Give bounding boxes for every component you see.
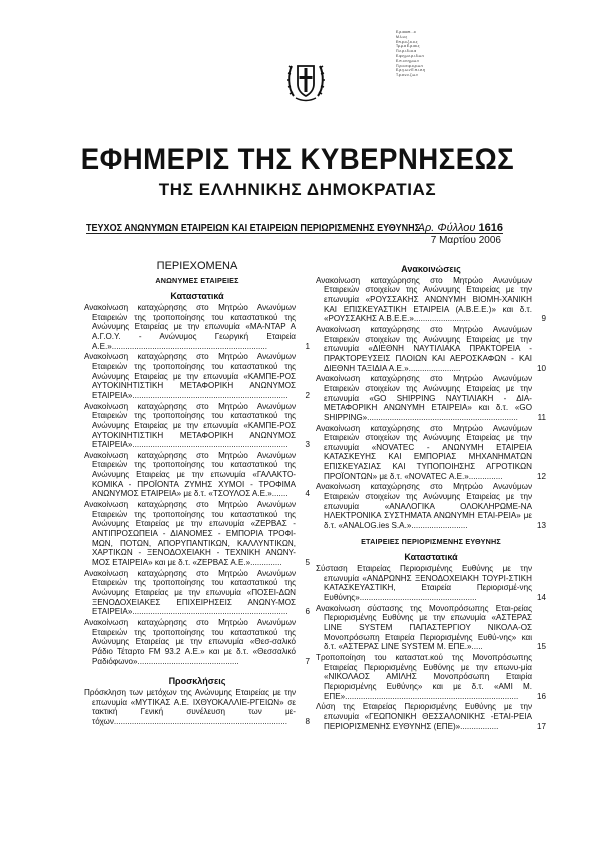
toc-entry-text: Σύσταση Εταιρείας Περιορισμένης Ευθύνης με την επωνυμία «ΑΝΔΡΩΝΗΣ ΞΕΝΟΔΟΧΕΙΑΚΗ ΤΟΥΡΙ-ΣΤΙΚΗ ΚΑΤΑΣΚΕΥΑΣΤΙΚΗ, Εταιρεία Περιορισμέ-νης Ευθύνης»....................................................: [316, 564, 532, 602]
category-heading: Προσκλήσεις: [168, 676, 226, 687]
toc-entry[interactable]: [316, 564, 546, 603]
toc-entry-text: Ανακοίνωση καταχώρησης στο Μητρώο Ανωνύμων Εταιρειών στοιχείων της Ανώνυμης Εταιρείας με την επωνυμία «NOVATEC - ΑΝΩΝΥΜΗ ΕΤΑΙΡΕΙΑ ΚΑΤΑΣΚΕΥΗΣ ΚΑΙ ΕΜΠΟΡΙΑΣ ΜΗΧΑΝΗΜΑΤΩΝ ΕΠΙΣΚΕΥΑΣΙΑΣ ΚΑΙ ΤΥΠΟΠΟΙΗΣΗΣ ΑΓΡΟΤΙΚΩΝ ΠΡΟΪΟΝΤΩΝ» με δ.τ. «NOVATEC Α.Ε.»...............: [316, 423, 532, 481]
toc-page-number: 1: [305, 341, 310, 351]
toc-page-number: 17: [536, 721, 546, 731]
toc-entry-text: Ανακοίνωση καταχώρησης στο Μητρώο Ανωνύμων Εταιρειών της τροποποίησης του καταστατικού της Ανώνυμης Εταιρείας με την επωνυμία «ΜΑ-ΝΤΑΡ Α Α.Γ.Ο.Υ. - Ανώνυμος Γεωργική Εταιρεία Α.Ε.».....................................................................: [84, 302, 296, 351]
toc-page-number: 9: [541, 314, 546, 324]
gazette-subtitle: ΤΗΣ ΕΛΛΗΝΙΚΗΣ ΔΗΜΟΚΡΑΤΙΑΣ: [158, 180, 437, 199]
category-heading: Καταστατικά: [404, 552, 458, 563]
sheet-number: 1616: [478, 222, 503, 234]
issue-series: ΤΕΥΧΟΣ ΑΝΩΝΥΜΩΝ ΕΤΑΙΡΕΙΩΝ ΚΑΙ ΕΤΑΙΡΕΙΩΝ ΠΕΡΙΩΡΙΣΜΕΝΗΣ ΕΥΘΥΝΗΣ: [86, 222, 421, 234]
stamp-line: Μ.λ.υ.ς: [396, 34, 408, 39]
toc-entry[interactable]: [316, 276, 546, 324]
toc-entry-text: Ανακοίνωση καταχώρησης στο Μητρώο Ανωνύμων Εταιρειών της τροποποίησης του καταστατικού της Ανώνυμης Εταιρείας με την επωνυμία «ΖΕΡΒΑΣ - ΑΝΤΙΠΡΟΣΩΠΕΙΑ - ΔΙΑΝΟΜΕΣ - ΕΜΠΟΡΙΑ ΤΡΟΦΙ-ΜΩΝ, ΠΟΤΩΝ, ΑΠΟΡΥΠΑΝΤΙΚΩΝ, ΚΑΛΛΥΝΤΙΚΩΝ, ΧΑΡΤΙΚΩΝ - ΞΕΝΟΔΟΧΕΙΑΚΗ - ΤΕΧΝΙΚΗ ΑΝΩΝΥ-ΜΟΣ ΕΤΑΙΡΕΙΑ» και με δ.τ. «ΖΕΡΒΑΣ Α.Ε.»..............: [84, 500, 296, 568]
toc-entry-text: Ανακοίνωση σύστασης της Μονοπρόσωπης Εται-ρείας Περιορισμένης Ευθύνης με την επωνυμία «ΑΣΤΕΡΑΣ LINE SYSTEM ΠΑΠΑΣΤΕΡΓΙΟΥ ΝΙΚΟΛΑ-ΟΣ Μονοπρόσωπη Εταιρεία Περιορισμένης Ευθύ-νης» και δ.τ. «ΑΣΤΕΡΑΣ LINE SYSTEM Μ. ΕΠΕ.».....: [316, 603, 532, 652]
library-stamp: [396, 30, 456, 78]
toc-entry[interactable]: [316, 424, 546, 482]
stamp-line: Ε.π.ι.σ.η.μ.ω.ν: [396, 58, 419, 63]
toc-entry[interactable]: [84, 618, 310, 666]
contents-heading: ΠΕΡΙΕΧΟΜΕΝΑ: [156, 260, 238, 272]
toc-entry-text: Ανακοίνωση καταχώρησης στο Μητρώο Ανωνύμων Εταιρειών της τροποποίησης του καταστατικού της Ανώνυμης Εταιρείας με την επωνυμία «Θεσ-σαλικό Ράδιο Τέταρτο FM 93.2 Α.Ε.» και με δ.τ. «Θεσσαλικό Ραδιόφωνο».............................................: [84, 617, 296, 666]
toc-entry[interactable]: [84, 402, 310, 450]
toc-entry-text: Ανακοίνωση καταχώρησης στο Μητρώο Ανωνύμων Εταιρειών της τροποποίησης του καταστατικού της Ανώνυμης Εταιρείας με την επωνυμία «ΚΑΜΠΕ-ΡΟΣ ΑΥΤΟΚΙΝΗΤΙΣΤΙΚΗ ΜΕΤΑΦΟΡΙΚΗ ΑΝΩΝΥΜΟΣ ΕΤΑΙΡΕΙΑ».....................................................................: [84, 401, 296, 450]
toc-page-number: 11: [537, 412, 546, 422]
toc-entry-text: Ανακοίνωση καταχώρησης στο Μητρώο Ανωνύμων Εταιρειών στοιχείων της Ανώνυμης Εταιρείας με την επωνυμία «ΑΝΑΛΟΓΙΚΑ ΟΛΟΚΛΗΡΩΜΕ-ΝΑ ΗΛΕΚΤΡΟΝΙΚΑ ΣΥΣΤΗΜΑΤΑ ΑΝΩΝΥΜΗ ΕΤΑΙ-ΡΕΙΑ» με δ.τ. «ANALOG.ies S.A.».........................: [316, 482, 532, 531]
toc-page-number: 3: [305, 440, 310, 450]
toc-page-number: 7: [305, 656, 310, 666]
toc-entry[interactable]: [84, 451, 310, 499]
stamp-line: Π.ρ.ο.σ.φ.ο.ρ.ω.ν: [396, 63, 424, 68]
toc-entry[interactable]: [84, 303, 310, 351]
toc-entry[interactable]: [84, 352, 310, 400]
toc-page-number: 2: [305, 390, 310, 400]
greek-coat-of-arms-icon: [286, 56, 326, 104]
toc-page-number: 14: [536, 593, 546, 602]
toc-page-number: 8: [305, 716, 310, 726]
section-heading: ΕΤΑΙΡΕΙΕΣ ΠΕΡΙΟΡΙΣΜΕΝΗΣ ΕΥΘΥΝΗΣ: [361, 536, 501, 546]
toc-entry-text: Ανακοίνωση καταχώρησης στο Μητρώο Ανωνύμων Εταιρειών στοιχείων της Ανώνυμης Εταιρείας με την επωνυμία «ΡΟΥΣΣΑΚΗΣ ΑΝΩΝΥΜΗ ΒΙΟΜΗ-ΧΑΝΙΚΗ ΚΑΙ ΕΠΙΣΚΕΥΑΣΤΙΚΗ ΕΤΑΙΡΕΙΑ (Α.Β.Ε.Ε.)» και δ.τ. «ΡΟΥΣΣΑΚΗΣ Α.Β.Ε.Ε.».........................: [316, 275, 532, 324]
toc-entry[interactable]: [316, 702, 546, 731]
contents-left-column: [84, 262, 310, 728]
toc-page-number: 5: [305, 558, 310, 568]
gazette-title: ΕΦΗΜΕΡΙΣ ΤΗΣ ΚΥΒΕΡΝΗΣΕΩΣ: [80, 143, 515, 176]
category-heading: Καταστατικά: [170, 291, 224, 302]
toc-page-number: 15: [536, 642, 546, 652]
toc-entry[interactable]: [316, 653, 546, 701]
toc-entry-text: Λύση της Εταιρείας Περιορισμένης Ευθύνης με την επωνυμία «ΓΕΩΠΟΝΙΚΗ ΘΕΣΣΑΛΟΝΙΚΗΣ -ΕΤΑΙ-ΡΕΙΑ ΠΕΡΙΟΡΙΣΜΕΝΗΣ ΕΥΘΥΝΗΣ (ΕΠΕ)».................: [316, 702, 532, 731]
toc-page-number: 16: [536, 691, 546, 701]
toc-entry-text: Ανακοίνωση καταχώρησης στο Μητρώο Ανωνύμων Εταιρειών της τροποποίησης του καταστατικού της Ανώνυμης Εταιρείας με την επωνυμία «ΚΑΜΠΕ-ΡΟΣ ΑΥΤΟΚΙΝΗΤΙΣΤΙΚΗ ΜΕΤΑΦΟΡΙΚΗ ΑΝΩΝΥΜΟΣ ΕΤΑΙΡΕΙΑ».....................................................................: [84, 352, 296, 400]
toc-entry-text: Ανακοίνωση καταχώρησης στο Μητρώο Ανωνύμων Εταιρειών της τροποποίησης του καταστατικού της Ανώνυμης Εταιρείας με την επωνυμία «ΓΑΛΑΚΤΟ-ΚΟΜΙΚΑ - ΠΡΟΪΟΝΤΑ ΖΥΜΗΣ ΧΥΜΟΙ - ΤΡΟΦΙΜΑ ΑΝΩΝΥΜΟΣ ΕΤΑΙΡΕΙΑ» με δ.τ. «ΤΣΟΥΛΟΣ Α.Ε.».......: [84, 450, 296, 499]
issue-date: 7 Μαρτίου 2006: [430, 235, 501, 246]
stamp-line: Π.ε.ρ.ι.δ.ι.κ.α: [396, 49, 417, 54]
toc-entry-text: Ανακοίνωση καταχώρησης στο Μητρώο Ανωνύμων Εταιρειών της τροποποίησης του καταστατικού της Ανώνυμης Εταιρείας με την επωνυμία «ΠΟΣΕΙ-ΔΩΝ ΞΕΝΟΔΟΧΕΙΑΚΕΣ ΕΠΙΧΕΙΡΗΣΕΙΣ ΑΝΩΝΥ-ΜΟΣ ΕΤΑΙΡΕΙΑ».....................................................................: [84, 568, 296, 617]
section-heading: ΑΝΩΝΥΜΕΣ ΕΤΑΙΡΕΙΕΣ: [155, 275, 239, 285]
toc-entry[interactable]: [316, 604, 546, 652]
toc-page-number: 12: [536, 471, 546, 481]
toc-entry[interactable]: [84, 569, 310, 617]
stamp-line: Ε.ρ.γ.ω.ν Ε.π.ι.σ.η: [396, 68, 425, 73]
toc-page-number: 10: [536, 363, 546, 373]
stamp-line: Τμ.μ.α Ε.ρ.οκ.ς: [396, 44, 420, 49]
toc-entry-text: Πρόσκληση των μετόχων της Ανώνυμης Εταιρείας με την επωνυμία «ΜΥΤΙΚΑΣ Α.Ε. ΙΧΘΥΟΚΑΛΛΙΕ-ΡΓΕΙΩΝ» σε τακτική Γενική συνέλευση των με-τόχων.............................................................................: [84, 687, 296, 726]
toc-entry-text: Ανακοίνωση καταχώρησης στο Μητρώο Ανωνύμων Εταιρειών στοιχείων της Ανώνυμης Εταιρείας με την επωνυμία «GO SHIPPING ΝΑΥΤΙΛΙΑΚΗ - ΔΙΑ-ΜΕΤΑΦΟΡΙΚΗ ΑΝΩΝΥΜΗ ΕΤΑΙΡΕΙΑ» και δ.τ. «GO SHIPPING»...................................................................: [316, 374, 532, 422]
stamp-line: Ε.ρ.οκοπ…ο: [396, 30, 416, 34]
toc-entry[interactable]: [84, 688, 310, 727]
toc-entry-text: Τροποποίηση του καταστατ.κού της Μονοπρόσωπης Εταιρείας Περιορισμένης Ευθύνης με την επωνυ-μία «ΝΙΚΟΛΑΟΣ ΑΜΙΛΗΣ Μονοπρόσωπη Εταιρία Περιορισμένης Ευθύνης» και με δ.τ. «ΑΜΙ Μ. ΕΠΕ».............................................................................: [316, 652, 532, 701]
category-heading: Ανακοινώσεις: [401, 264, 461, 274]
stamp-line: Τ.ρ.α.ν.ε.ζ.ω.ν: [396, 73, 418, 78]
contents-right-column: [316, 265, 546, 732]
toc-page-number: 13: [536, 521, 546, 531]
stamp-line: Ε.φ.η.μ.ε.ρ.ι.δ.ω.ν: [396, 53, 425, 58]
toc-entry[interactable]: [84, 500, 310, 568]
toc-entry[interactable]: [316, 482, 546, 530]
toc-entry[interactable]: [316, 374, 546, 422]
toc-page-number: 4: [305, 489, 310, 499]
toc-page-number: 6: [305, 607, 310, 617]
stamp-line: Επ.ρ.ο.ζ.κ.ο.ς: [396, 39, 418, 44]
header-rule: [86, 233, 503, 234]
toc-entry-text: Ανακοίνωση καταχώρησης στο Μητρώο Ανωνύμων Εταιρειών στοιχείων της Ανώνυμης Εταιρείας με την επωνυμία «ΔΙΕΘΝΗ ΝΑΥΤΙΛΙΑΚΑ ΠΡΑΚΤΟΡΕΙΑ - ΠΡΑΚΤΟΡΕΥΣΕΙΣ ΠΛΟΙΩΝ ΚΑΙ ΑΕΡΟΣΚΑΦΩΝ - ΚΑΙ ΔΙΕΘΝΗ ΤΑΞΙΔΙΑ Α.Ε.».......................: [316, 324, 532, 373]
toc-entry[interactable]: [316, 325, 546, 373]
sheet-label: Αρ. Φύλλου: [417, 222, 476, 234]
